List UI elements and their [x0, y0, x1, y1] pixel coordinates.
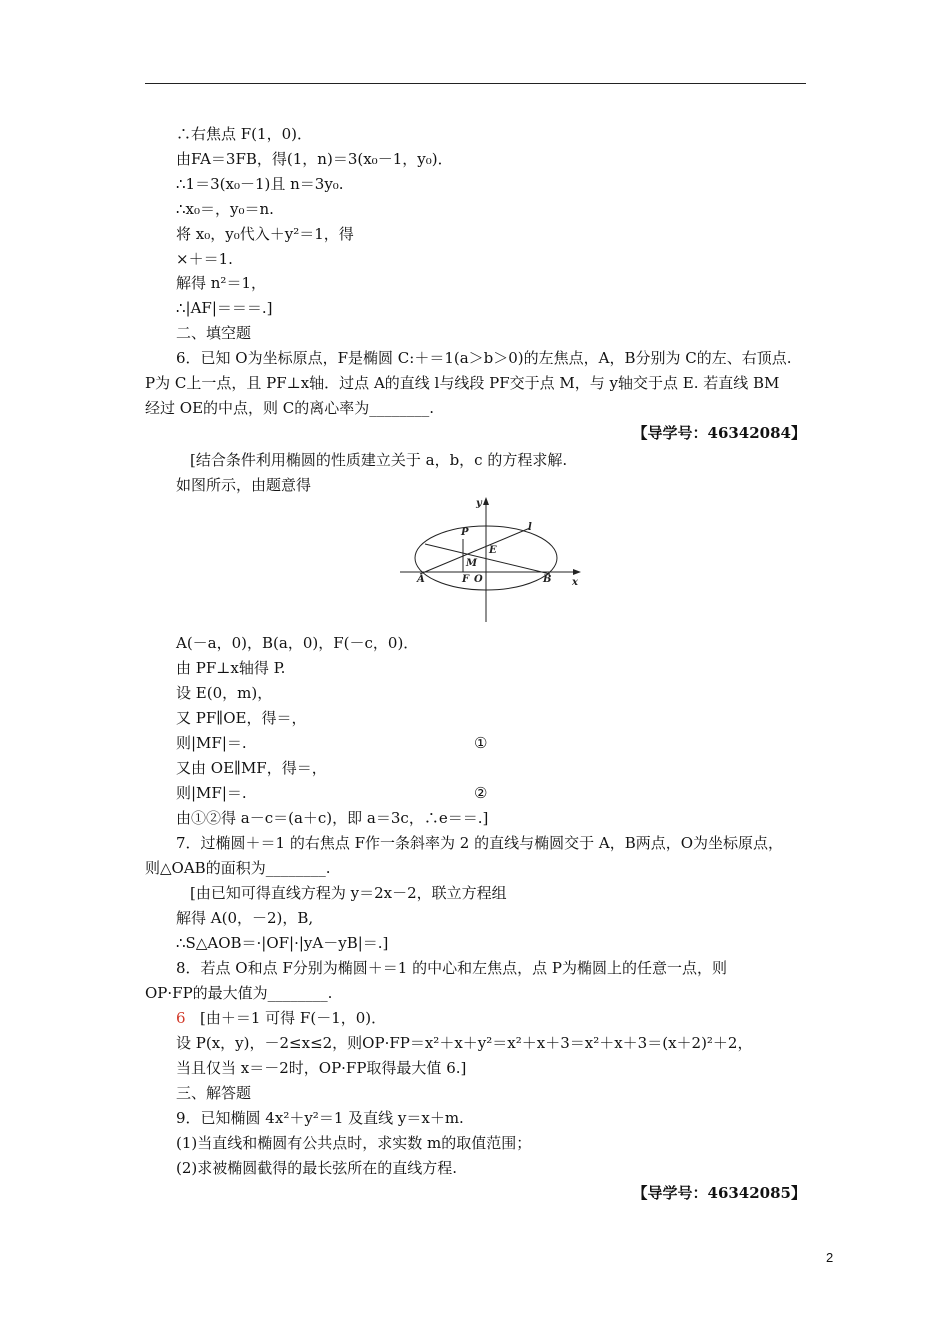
section-heading: 三、解答题: [176, 1084, 252, 1102]
text-line: ∴1＝3(x₀－1)且 n＝3y₀.: [176, 175, 344, 193]
solution-6-text: A(－a，0)，B(a，0)，F(－c，0)．: [176, 634, 419, 652]
solution-6-text: 则|MF|＝.: [176, 784, 247, 802]
question-9-text: 9．已知椭圆 4x²＋y²＝1 及直线 y＝x＋m.: [176, 1109, 464, 1127]
text-line: ∴右焦点 F(1，0)．: [176, 125, 312, 143]
solution-6-text: 由 PF⊥x轴得 P.: [176, 659, 286, 677]
question-8-text: 8．若点 O和点 F分别为椭圆＋＝1 的中心和左焦点，点 P为椭圆上的任意一点，则: [176, 959, 727, 977]
text-line: 将 x₀，y₀代入＋y²＝1，得: [176, 225, 354, 243]
solution-6-text: 如图所示，由题意得: [176, 476, 312, 494]
ellipse-diagram: [400, 492, 586, 626]
guide-number-q6: 【导学号：46342084】: [632, 424, 806, 442]
fig-label-P: P: [461, 527, 469, 538]
question-6-text: P为 C上一点，且 PF⊥x轴．过点 A的直线 l与线段 PF交于点 M，与 y轴交于点 E. 若直线 BM: [145, 374, 780, 392]
question-6-text: 6．已知 O为坐标原点，F是椭圆 C:＋＝1(a＞b＞0)的左焦点，A，B分别为 C的左、右顶点.: [176, 349, 792, 367]
fig-label-M: M: [466, 558, 478, 569]
solution-8-text: 当且仅当 x＝－2时，OP·FP取得最大值 6.]: [176, 1059, 467, 1077]
circled-mark-1: ①: [474, 734, 488, 752]
answer-8: 6: [176, 1009, 186, 1027]
solution-6-text: 则|MF|＝.: [176, 734, 247, 752]
section-heading: 二、填空题: [176, 324, 252, 342]
question-8-text: OP·FP的最大值为________.: [145, 984, 333, 1002]
solution-7-text: ∴S△AOB＝·|OF|·|yA－yB|＝.]: [176, 934, 389, 952]
solution-6-text: 又由 OE∥MF，得＝，: [176, 759, 327, 777]
question-6-text: 经过 OE的中点，则 C的离心率为________.: [145, 399, 435, 417]
solution-6-text: [结合条件利用椭圆的性质建立关于 a，b，c 的方程求解.: [190, 451, 568, 469]
page-number: 2: [826, 1250, 834, 1265]
question-9-text: (1)当直线和椭圆有公共点时，求实数 m的取值范围；: [176, 1134, 532, 1152]
fig-label-l: l: [528, 522, 532, 533]
text-line: ×＋＝1.: [176, 250, 233, 268]
guide-number-q9: 【导学号：46342085】: [632, 1184, 806, 1202]
fig-label-F: F: [462, 574, 470, 585]
text-line: ∴|AF|＝＝＝.]: [176, 299, 273, 317]
solution-8-text: 设 P(x，y)，－2≤x≤2，则OP·FP＝x²＋x＋y²＝x²＋x＋3＝x²＋x＋3＝(x＋2)²＋2，: [176, 1034, 753, 1052]
text-line: 由FA＝3FB，得(1，n)＝3(x₀－1，y₀)．: [176, 150, 453, 168]
question-7-text: 则△OAB的面积为________.: [145, 859, 331, 877]
question-7-text: 7．过椭圆＋＝1 的右焦点 F作一条斜率为 2 的直线与椭圆交于 A，B两点，O为坐标原点，: [176, 834, 784, 852]
solution-7-text: 解得 A(0，－2)，B,: [176, 909, 314, 927]
fig-label-y: y: [476, 498, 482, 509]
question-9-text: (2)求被椭圆截得的最长弦所在的直线方程.: [176, 1159, 458, 1177]
text-line: ∴x₀＝，y₀＝n.: [176, 200, 274, 218]
solution-6-text: 设 E(0，m)，: [176, 684, 273, 702]
solution-6-text: 由①②得 a－c＝(a＋c)，即 a＝3c，∴e＝＝.]: [176, 809, 489, 827]
fig-label-x: x: [572, 577, 578, 588]
header-rule: [145, 83, 806, 84]
solution-8-text: [由＋＝1 可得 F(－1，0)．: [200, 1009, 387, 1027]
solution-7-text: [由已知可得直线方程为 y＝2x－2，联立方程组: [190, 884, 507, 902]
text-line: 解得 n²＝1，: [176, 274, 266, 292]
fig-label-B: B: [543, 574, 552, 585]
solution-6-text: 又 PF∥OE，得＝，: [176, 709, 307, 727]
fig-label-A: A: [417, 574, 425, 585]
fig-label-E: E: [489, 545, 497, 556]
fig-label-O: O: [474, 574, 483, 585]
circled-mark-2: ②: [474, 784, 488, 802]
